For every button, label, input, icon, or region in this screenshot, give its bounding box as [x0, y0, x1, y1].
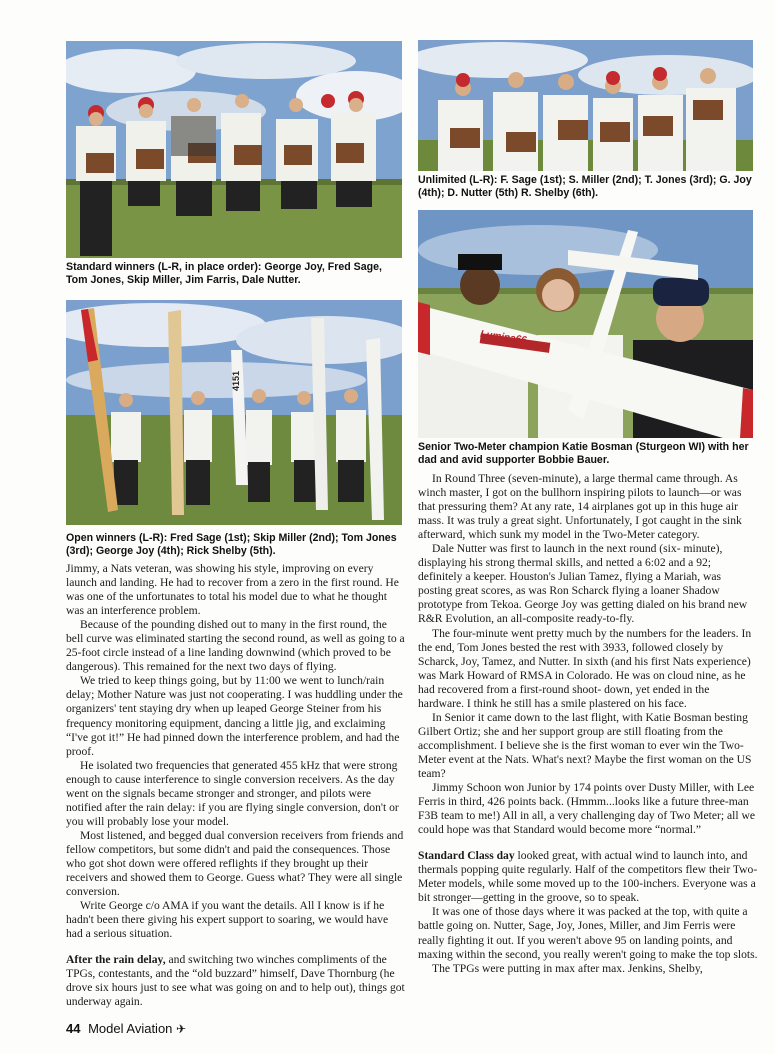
- tail-number-text: 4151: [231, 370, 242, 392]
- photo-standard-winners: [66, 41, 402, 258]
- paragraph: We tried to keep things going, but by 11:00 we went to lunch/rain delay; Mother Nature was just not cooperating. I was huddling under the organizers' tent staying dry when up leaped George Steiner from his frequency monitoring equipment, dancing a little jig, and exclaiming “I've got it!” He had pinned down the interference problem, and had the proof.: [66, 674, 403, 758]
- paragraph-text: looked great, with actual wind to launch into, and thermals popping quite regularly. Half of the competitors flew their Two-Meter models, while some moved up to the 100-inchers. Everyone was a bit stronger—getting in the groove, so to speak.: [418, 849, 758, 905]
- paragraph-text: and switching two winches compliments of the TPGs, contestants, and the “old buzzard” himself, Dave Thornburg (he drove six hours just to see what was going on and to help out), things got underway again.: [66, 953, 405, 1009]
- paragraph-standard-class: [418, 849, 758, 905]
- page-footer: [66, 1021, 186, 1036]
- paragraph: Write George c/o AMA if you want the details. All I know is if he hadn't been there giving his expert support to soaring, we would have had a serious situation.: [66, 899, 389, 941]
- photo-unlimited-winners: [418, 40, 753, 171]
- paragraph: Because of the pounding dished out to many in the first round, the bell curve was eliminated starting the second round, as well as going to a 25-foot circle instead of a line landing downwind (which proved to be dangerous). This remained for the next two days of flying.: [66, 618, 405, 674]
- caption-open-winners: Open winners (L-R): Fred Sage (1st); Skip Miller (2nd); Tom Jones (3rd); George Joy (4th); Rick Shelby (5th).: [66, 532, 397, 557]
- caption-standard-winners: Standard winners (L-R, in place order): George Joy, Fred Sage, Tom Jones, Skip Miller, Jim Farris, Dale Nutter.: [66, 261, 382, 286]
- paragraph: Jimmy, a Nats veteran, was showing his style, improving on every launch and landing. He had to recover from a zero in the first round. He was one of the unfortunates to total his model due to what he thought was an interference problem.: [66, 562, 399, 618]
- plane-icon: ✈: [176, 1022, 187, 1036]
- photo-open-winners: [66, 300, 402, 525]
- paragraph: Jimmy Schoon won Junior by 174 points over Dusty Miller, with Lee Ferris in third, 426 points back. (Hmmm...looks like a future three-man F3B team to me!) All in all, a very challenging day of Two Meter; all we could hope was that Standard would become more “normal.”: [418, 781, 756, 837]
- glider-logo-text: Lumina66: [479, 328, 528, 347]
- paragraph: In Round Three (seven-minute), a large thermal came through. As winch master, I got on the bullhorn inspiring pilots to launch—or was that pressuring them? At any rate, 14 airplanes got up in this huge air mass. It was truly a great sight. Unfortunately, I got caught in the sink afterward, which sunk my model in the Two-Meter category.: [418, 472, 742, 542]
- lead-in: Standard Class day: [418, 849, 515, 863]
- paragraph: Most listened, and begged dual conversion receivers from friends and fellow competitors, but some didn't and paid the consequences. Those who got shot down were offered reflights if they brought up their receivers and showed them to George. Guess what? They were all single conversion.: [66, 828, 404, 899]
- paragraph: He isolated two frequencies that generated 455 kHz that were strong enough to cause interference to single conversion receivers. As the day went on the signals became stronger and stronger, and pilots were notified after the rain delay: if you are flying single conversion, don't or you will probably lose your model.: [66, 758, 399, 828]
- paragraph-rain-delay: [66, 953, 406, 1009]
- article-right-column: [418, 472, 758, 976]
- paragraph: It was one of those days where it was packed at the top, with quite a battle going on. Nutter, Sage, Joy, Jones, Miller, and Jim Ferris were really fighting it out. If you weren't above 95 on landing points, and maxing within the second, you really weren't going to make the top slots.: [418, 905, 758, 961]
- photo-senior-champion: [418, 210, 753, 438]
- paragraph: The TPGs were putting in max after max. Jenkins, Shelby,: [432, 961, 703, 975]
- paragraph: The four-minute went pretty much by the numbers for the leaders. In the end, Tom Jones bested the rest with 3933, followed closely by Scharck, Joy, Tamez, and Nutter. In sixth (and his first Nats experience) was Mark Howard of RMSA in Colorado. He was on cloud nine, as he had recovered from a first-round shoot- down, yet ended in the hardware. I think he still has a smile plastered on his face.: [418, 626, 752, 710]
- paragraph: In Senior it came down to the last flight, with Katie Bosman besting Gilbert Ortiz; she and her support group are still floating from the accomplishment. I believe she is the first woman to ever win the Two-Meter event at the Nats. What's next? Maybe the first woman on the US team?: [418, 710, 752, 780]
- page-number: 44: [66, 1021, 81, 1036]
- magazine-name: Model Aviation: [88, 1021, 173, 1036]
- paragraph: Dale Nutter was first to launch in the next round (six- minute), displaying his strong thermal skills, and netted a 6:02 and a 92; definitely a keeper. Houston's Julian Tamez, flying a Mariah, was posting great scores, as was Ron Scharck flying a loaner Shadow prototype from Tekoa. George Joy was getting dialed on his brand new R&R Evolution, an all-composite ready-to-fly.: [418, 542, 748, 626]
- caption-senior-champion: Senior Two-Meter champion Katie Bosman (Sturgeon WI) with her dad and avid supporter Bobbie Bauer.: [418, 441, 749, 466]
- caption-unlimited-winners: Unlimited (L-R): F. Sage (1st); S. Miller (2nd); T. Jones (3rd); G. Joy (4th); D. Nutter (5th) R. Shelby (6th).: [418, 174, 752, 199]
- article-left-column: [66, 562, 406, 1009]
- lead-in: After the rain delay,: [66, 953, 166, 967]
